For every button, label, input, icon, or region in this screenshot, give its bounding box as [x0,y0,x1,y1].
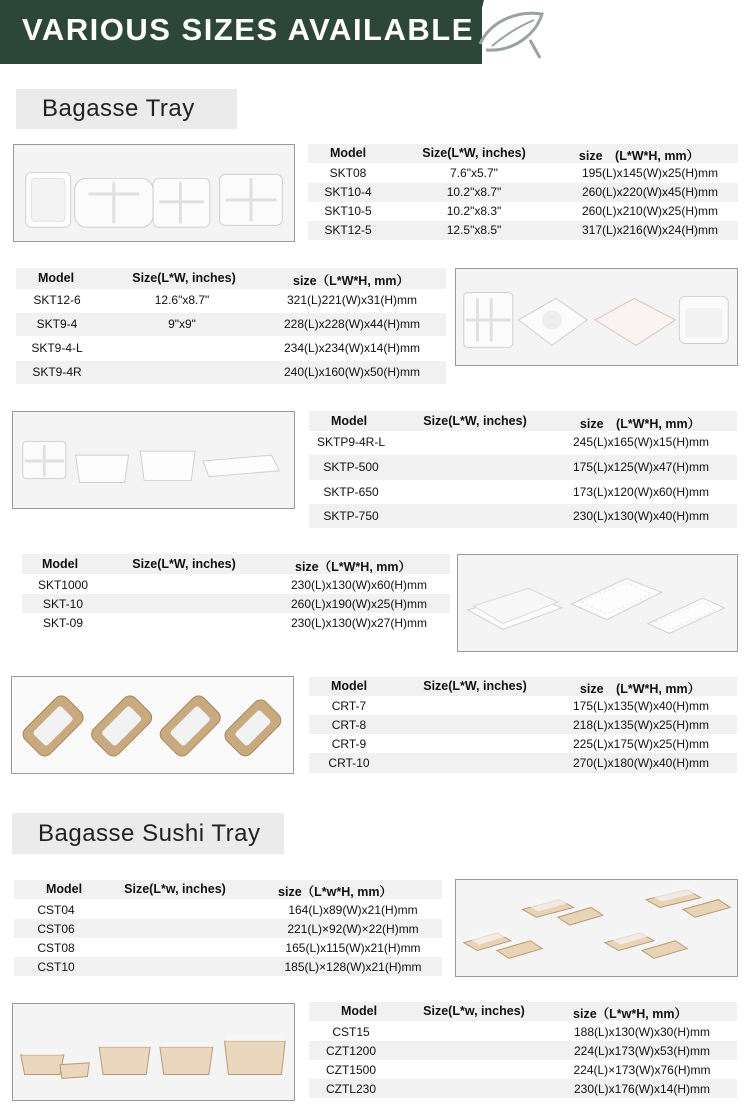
spec-table-6 [14,880,442,977]
product-photo-cst-sushi-trays [455,879,738,977]
cell-model: CRT-8 [331,718,367,732]
cell-model: SKT10-4 [324,185,372,199]
cell-model: CST15 [332,1025,370,1039]
header-model: Model [45,882,83,896]
header-model: Model [330,414,368,428]
header-model: Model [329,146,367,160]
cell-model: CST06 [37,922,75,936]
table-row [16,289,446,312]
table-row [308,164,738,183]
header-banner [0,0,750,64]
table-header-row [309,411,737,431]
header-size-inches: Size(L*W, inches) [132,557,236,571]
table-row [14,919,442,938]
table-row [309,715,737,734]
header-model: Model [37,271,75,285]
cell-model: SKT1000 [37,578,89,592]
section-title-bagasse-sushi-tray: Bagasse Sushi Tray [12,813,284,854]
cell-mm: 185(L)×128(W)x21(H)mm [284,960,422,974]
leaf-icon [470,0,550,64]
product-photo-sktp-containers [12,411,295,509]
table-row [22,575,450,594]
cell-mm: 173(L)x120(W)x60(H)mm [572,485,710,499]
table-row [308,183,738,202]
cell-mm: 230(L)x130(W)x40(H)mm [572,509,710,523]
table-row [309,455,737,480]
product-photo-skt-meat-trays [457,554,738,652]
header-size-inches: Size(L*w, inches) [423,1004,525,1018]
header-size-mm: size（L*W*H, mm） [293,274,409,288]
table-row [309,734,737,753]
cell-model: SKT9-4 [36,317,78,331]
table-header-row [14,880,442,899]
cell-mm: 188(L)x130(W)x30(H)mm [573,1025,711,1039]
table-header-row [22,554,450,574]
spec-table-7 [309,1002,737,1099]
header-size-inches: Size(L*w, inches) [124,882,226,896]
table-row [309,1060,737,1079]
cell-mm: 224(L)x173(W)x53(H)mm [573,1044,711,1058]
cell-inches: 10.2"x8.3" [446,204,502,218]
spec-table-3 [309,411,737,528]
header-size-inches: Size(L*W, inches) [132,271,236,285]
cell-model: CZTL230 [325,1082,377,1096]
header-size-mm: size (L*W*H, mm） [579,417,701,431]
cell-mm: 195(L)x145(W)x25(H)mm [581,166,719,180]
table-row [309,1041,737,1060]
table-row [22,594,450,613]
spec-table-2 [16,268,446,385]
header-size-inches: Size(L*W, inches) [422,146,526,160]
cell-inches: 7.6"x5.7" [450,166,498,180]
cell-model: SKT12-6 [33,293,81,307]
table-header-row [309,677,737,696]
cell-model: CRT-7 [331,699,367,713]
cell-model: SKT9-4R [32,365,82,379]
cell-model: CST08 [37,941,75,955]
table-row [16,337,446,360]
cell-mm: 225(L)x175(W)x25(H)mm [572,737,710,751]
header-size-mm: size（L*w*H, mm） [278,885,392,899]
product-photo-crt-trays [11,676,294,774]
cell-inches: 12.6"x8.7" [154,293,210,307]
cell-model: SKT08 [329,166,367,180]
header-model: Model [41,557,79,571]
cell-model: CST10 [37,960,75,974]
cell-mm: 175(L)x125(W)x47(H)mm [572,460,710,474]
cell-model: CRT-10 [328,756,370,770]
table-header-row [16,268,446,289]
header-size-mm: size（L*W*H, mm） [295,560,411,574]
table-row [309,753,737,773]
banner-title: VARIOUS SIZES AVAILABLE [22,12,474,47]
cell-inches: 9"x9" [168,317,196,331]
table-row [16,313,446,336]
table-row [309,504,737,528]
table-row [309,696,737,715]
cell-mm: 165(L)x115(W)x21(H)mm [285,941,421,955]
header-model: Model [340,1004,378,1018]
cell-model: SKT12-5 [324,223,372,237]
spec-table-5 [309,677,737,774]
table-row [309,1022,737,1041]
table-row [14,957,442,976]
cell-model: SKTP-750 [323,509,379,523]
cell-model: CRT-9 [331,737,367,751]
header-size-mm: size (L*W*H, mm） [578,149,700,163]
header-size-inches: Size(L*W, inches) [423,679,527,693]
cell-mm: 234(L)x234(W)x14(H)mm [283,341,421,355]
header-size-inches: Size(L*W, inches) [423,414,527,428]
product-photo-skt9-trays [455,268,738,366]
cell-mm: 224(L)×173(W)x76(H)mm [573,1063,711,1077]
table-row [309,1079,737,1098]
cell-mm: 245(L)x165(W)x15(H)mm [572,435,710,449]
cell-mm: 270(L)x180(W)x40(H)mm [572,756,710,770]
cell-mm: 228(L)x228(W)x44(H)mm [283,317,421,331]
cell-mm: 218(L)x135(W)x25(H)mm [572,718,710,732]
cell-model: SKT-10 [42,597,84,611]
table-row [14,938,442,957]
table-row [309,431,737,455]
cell-mm: 230(L)x176(W)x14(H)mm [573,1082,711,1096]
cell-mm: 230(L)x130(W)x60(H)mm [290,578,428,592]
cell-model: SKTP-650 [323,485,379,499]
cell-model: CST04 [37,903,75,917]
cell-model: CZT1200 [325,1044,377,1058]
cell-model: SKT-09 [42,616,84,630]
table-row [22,613,450,632]
spec-table-4 [22,554,450,634]
cell-mm: 260(L)x220(W)x45(H)mm [581,185,719,199]
spec-table-1 [308,144,738,241]
cell-inches: 12.5"x8.5" [446,223,502,237]
section-title-bagasse-tray: Bagasse Tray [16,89,237,129]
cell-mm: 260(L)x190(W)x25(H)mm [290,597,428,611]
product-photo-skt-trays [13,144,295,242]
table-row [308,221,738,240]
cell-mm: 260(L)x210(W)x25(H)mm [581,204,719,218]
cell-model: SKT10-5 [324,204,372,218]
table-row [14,900,442,919]
table-row [308,202,738,221]
table-header-row [308,144,738,163]
cell-model: SKT9-4-L [31,341,83,355]
cell-model: SKTP-500 [323,460,379,474]
cell-mm: 317(L)x216(W)x24(H)mm [581,223,719,237]
header-model: Model [330,679,368,693]
header-size-mm: size (L*W*H, mm） [579,682,701,696]
cell-mm: 221(L)×92(W)×22(H)mm [287,922,419,936]
product-photo-czt-sushi-containers [12,1003,295,1101]
cell-inches: 10.2"x8.7" [446,185,502,199]
cell-mm: 321(L)221(W)x31(H)mm [286,293,418,307]
cell-model: CZT1500 [325,1063,377,1077]
table-header-row [309,1002,737,1021]
cell-mm: 240(L)x160(W)x50(H)mm [283,365,421,379]
table-row [16,361,446,384]
cell-mm: 175(L)x135(W)x40(H)mm [572,699,710,713]
table-row [309,480,737,504]
cell-mm: 230(L)x130(W)x27(H)mm [290,616,428,630]
cell-mm: 164(L)x89(W)x21(H)mm [288,903,418,917]
header-size-mm: size（L*w*H, mm） [573,1007,687,1021]
cell-model: SKTP9-4R-L [316,435,386,449]
